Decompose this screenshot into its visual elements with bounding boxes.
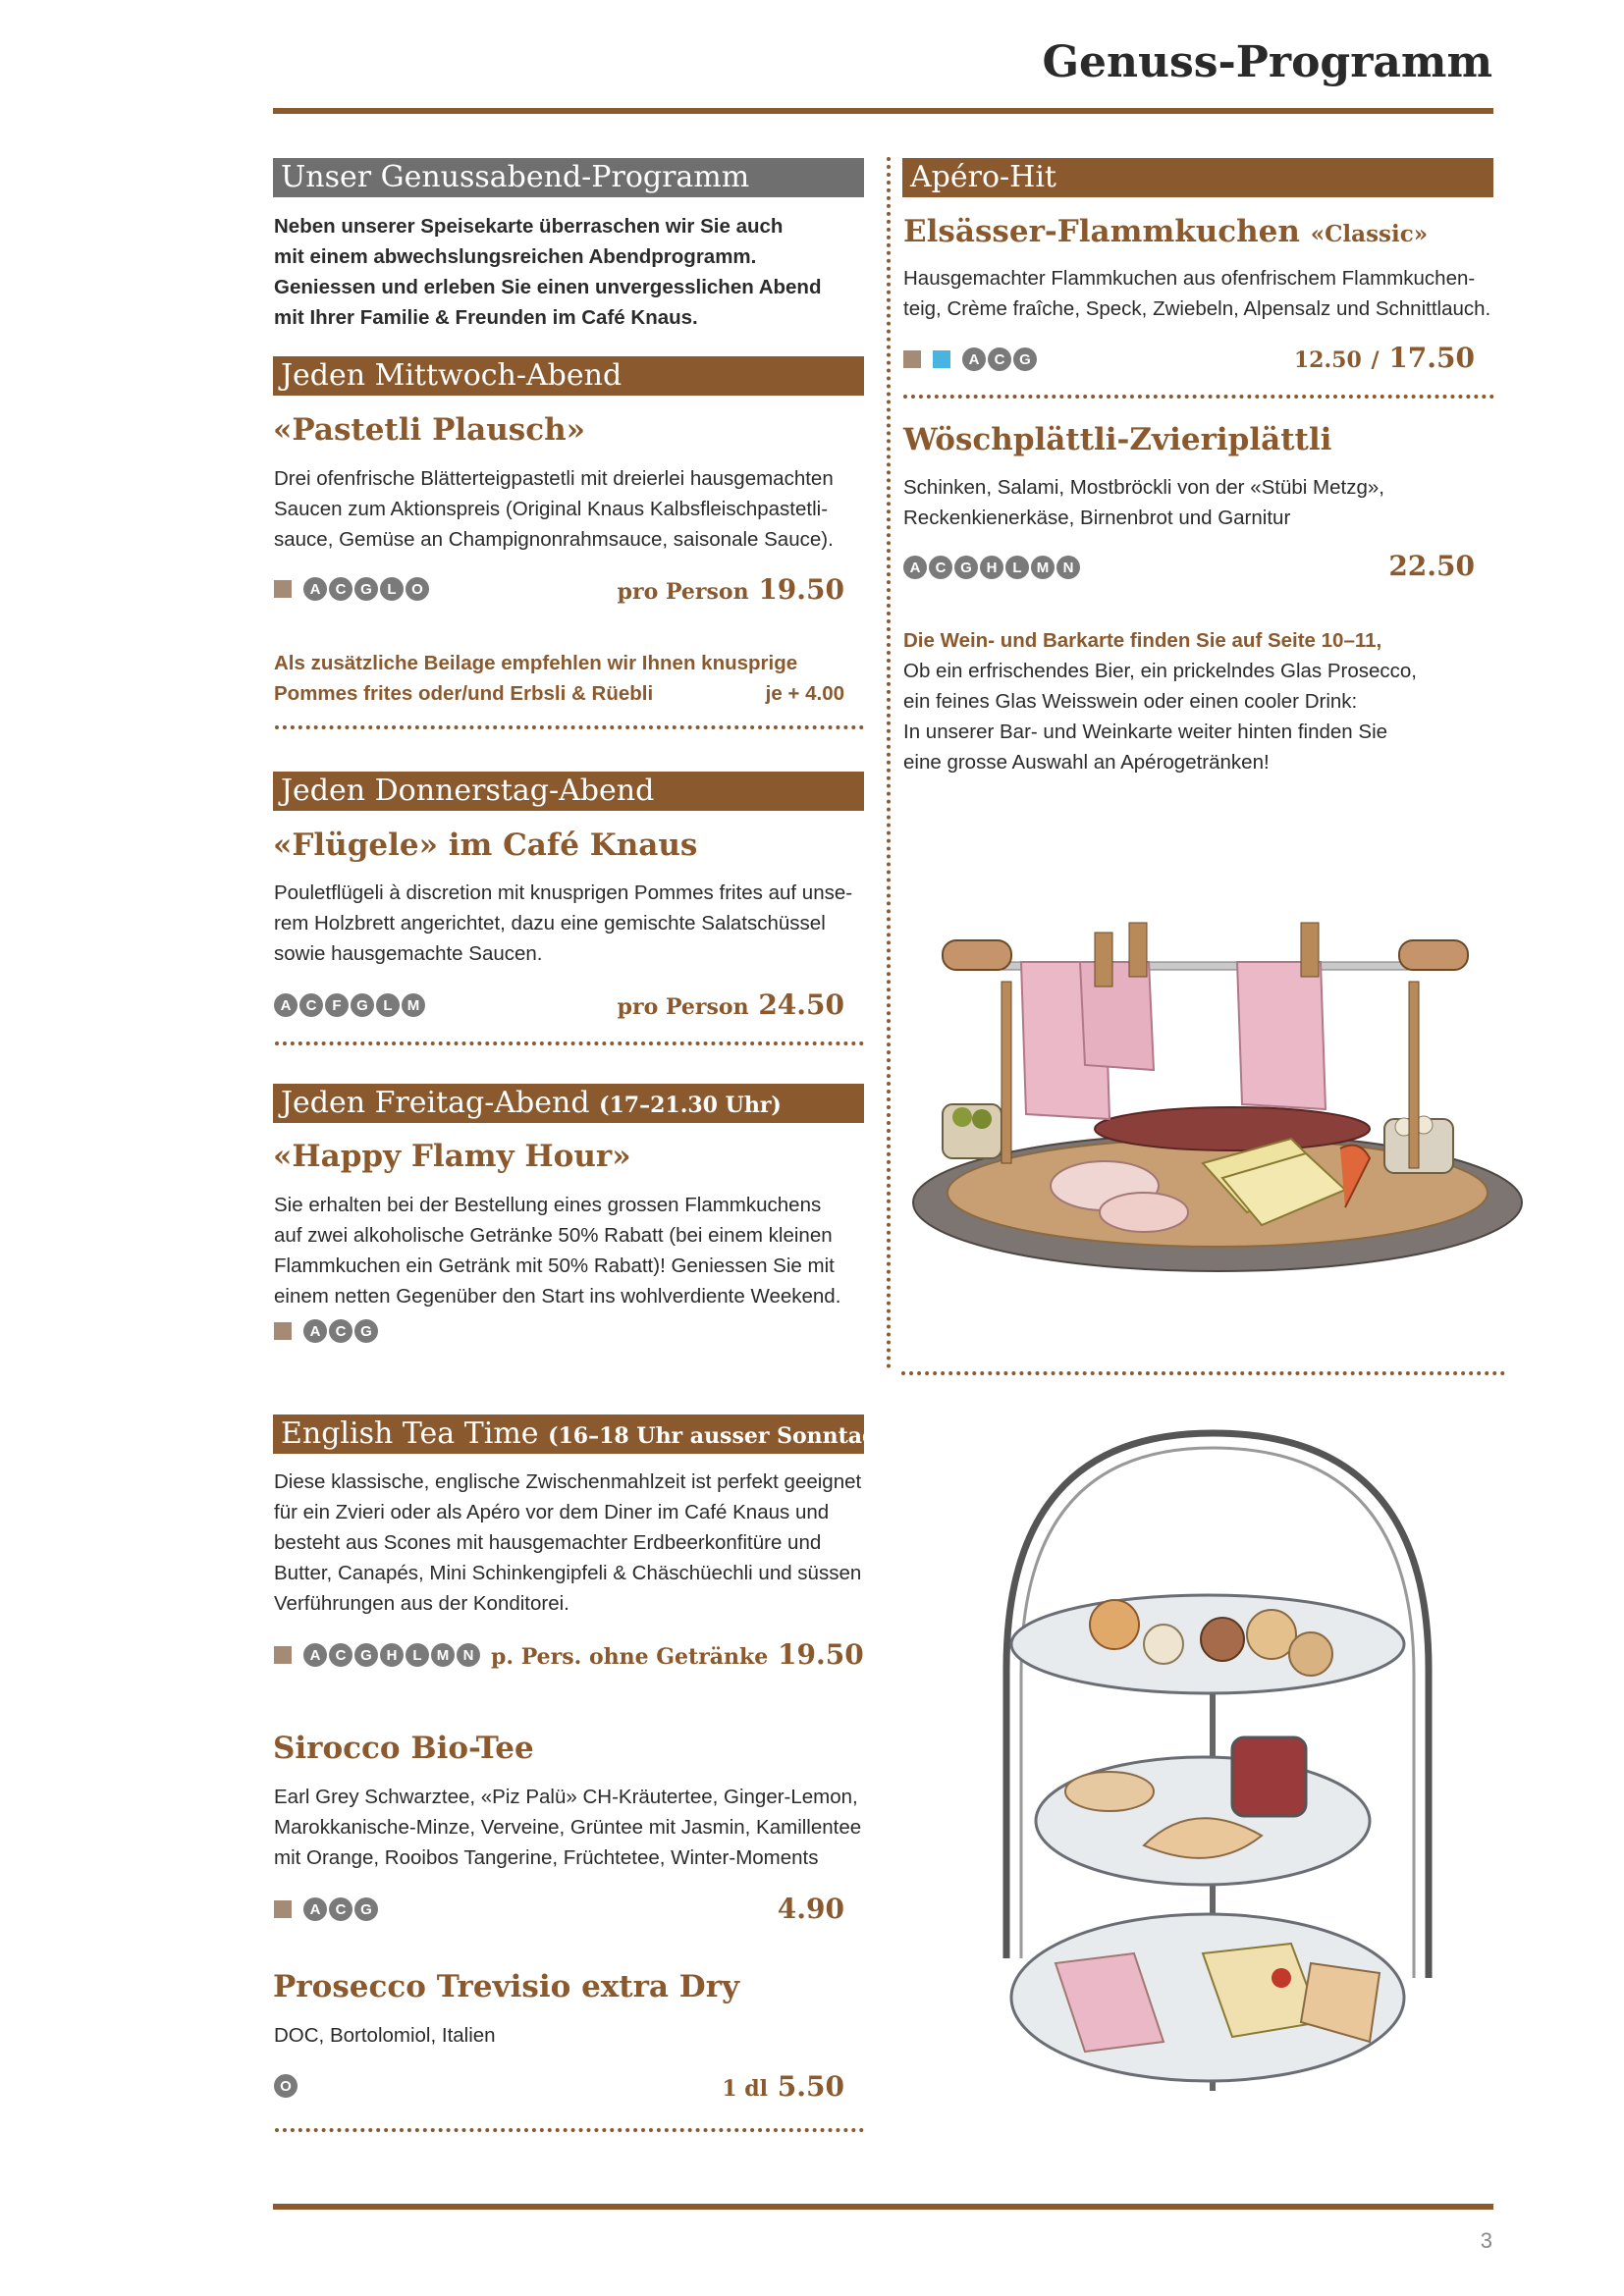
section-heading-wednesday: Jeden Mittwoch-Abend — [273, 356, 864, 396]
allergen-square-icon — [274, 580, 292, 598]
dish-title-pastetli: «Pastetli Plausch» — [273, 412, 586, 448]
section-heading-apero: Apéro-Hit — [902, 158, 1493, 197]
description-line: DOC, Bortolomiol, Italien — [274, 2024, 496, 2047]
dotted-divider — [275, 2128, 864, 2132]
allergen-badge: L — [376, 993, 400, 1017]
recommend-line: Als zusätzliche Beilage empfehlen wir Ihnen knusprige — [274, 652, 798, 674]
price-separator: / — [1371, 347, 1380, 373]
description-line: Earl Grey Schwarztee, «Piz Palü» CH-Kräutertee, Ginger-Lemon, — [274, 1786, 858, 1808]
allergen-badge: C — [329, 1643, 352, 1667]
allergen-badge: H — [980, 556, 1003, 579]
price-label: p. Pers. ohne Getränke — [491, 1644, 769, 1670]
header-rule — [273, 108, 1493, 114]
price-flammkuchen — [1178, 342, 1475, 374]
allergen-square-icon — [274, 1322, 292, 1340]
section-heading-tea-time — [273, 1415, 888, 1454]
allergen-badge: L — [1005, 556, 1029, 579]
allergen-badge: A — [303, 577, 327, 601]
dish-description-zvieriplaettli — [903, 472, 1502, 533]
side-dish-price: je + 4.00 — [765, 682, 844, 705]
dish-description-prosecco — [274, 2020, 883, 2051]
allergen-row-prosecco — [274, 2072, 298, 2100]
dish-title-sirocco: Sirocco Bio-Tee — [273, 1731, 534, 1766]
description-line: mit Orange, Rooibos Tangerine, Früchtetee, Winter-Moments — [274, 1846, 819, 1869]
intro-line: mit Ihrer Familie & Freunden im Café Knaus. — [274, 306, 698, 329]
dotted-divider — [275, 725, 864, 729]
allergen-badge: C — [329, 1319, 352, 1343]
wine-note-lead: Die Wein- und Barkarte finden Sie auf Seite 10–11, — [903, 629, 1382, 652]
allergen-badge: N — [457, 1643, 480, 1667]
section-heading-friday — [273, 1084, 864, 1123]
price-label: pro Person — [617, 579, 749, 605]
wine-note-line: ein feines Glas Weisswein oder einen cooler Drink: — [903, 690, 1358, 713]
allergen-badge: C — [329, 1897, 352, 1921]
intro-line: Geniessen und erleben Sie einen unvergesslichen Abend — [274, 276, 822, 298]
allergen-row-flammkuchen — [903, 346, 1037, 373]
description-line: Schinken, Salami, Mostbröckli von der «Stübi Metzg», — [903, 476, 1384, 499]
charcuterie-board-illustration — [908, 825, 1537, 1276]
allergen-badge: A — [962, 347, 986, 371]
description-line: Marokkanische-Minze, Verveine, Grüntee mit Jasmin, Kamillentee — [274, 1816, 862, 1839]
section-heading-time: (17–21.30 Uhr) — [599, 1093, 782, 1118]
description-line: rem Holzbrett angerichtet, dazu eine gemischte Salatschüssel — [274, 912, 826, 934]
allergen-row-flamy-hour — [274, 1317, 378, 1345]
description-line: besteht aus Scones mit hausgemachter Erdbeerkonfitüre und — [274, 1531, 822, 1554]
description-line: für ein Zvieri oder als Apéro vor dem Diner im Café Knaus und — [274, 1501, 830, 1523]
dish-description-flamy-hour — [274, 1190, 883, 1311]
price-fluegele — [550, 988, 844, 1021]
description-line: einem netten Gegenüber den Start ins wohlverdiente Weekend. — [274, 1285, 841, 1308]
allergen-row-tea-time — [274, 1641, 480, 1669]
allergen-badge: C — [929, 556, 952, 579]
dish-title-zvieriplaettli: Wöschplättli-Zvieriplättli — [903, 422, 1332, 457]
section-heading-time: (16–18 Uhr ausser Sonntag) — [548, 1423, 888, 1449]
price-value: 19.50 — [758, 573, 844, 606]
allergen-badge: M — [1031, 556, 1055, 579]
allergen-badge: G — [351, 993, 374, 1017]
description-line: Diese klassische, englische Zwischenmahlzeit ist perfekt geeignet — [274, 1470, 862, 1493]
dish-title-flamy-hour: «Happy Flamy Hour» — [273, 1139, 631, 1174]
description-line: sauce, Gemüse an Champignonrahmsauce, saisonale Sauce). — [274, 528, 834, 551]
allergen-square-blue-icon — [933, 350, 950, 368]
allergen-badge: A — [274, 993, 298, 1017]
dotted-divider — [275, 1041, 864, 1045]
section-heading-thursday: Jeden Donnerstag-Abend — [273, 772, 864, 811]
allergen-badge: G — [354, 1319, 378, 1343]
description-line: Reckenkienerkäse, Birnenbrot und Garnitur — [903, 507, 1291, 529]
tea-stand-illustration — [938, 1414, 1497, 2120]
intro-line: mit einem abwechslungsreichen Abendprogramm. — [274, 245, 757, 268]
dish-title-flammkuchen — [903, 214, 1428, 249]
allergen-badge: L — [406, 1643, 429, 1667]
allergen-square-icon — [274, 1900, 292, 1918]
footer-rule — [273, 2204, 1493, 2210]
dish-title-text: Elsässer-Flammkuchen — [903, 214, 1300, 249]
description-line: Drei ofenfrische Blätterteigpastetli mit dreierlei hausgemachten — [274, 467, 834, 490]
allergen-badge: A — [903, 556, 927, 579]
allergen-badge: N — [1056, 556, 1080, 579]
price-zvieriplaettli: 22.50 — [1388, 550, 1475, 582]
intro-text — [274, 211, 883, 333]
allergen-badge: G — [954, 556, 978, 579]
description-line: teig, Crème fraîche, Speck, Zwiebeln, Alpensalz und Schnittlauch. — [903, 297, 1491, 320]
intro-line: Neben unserer Speisekarte überraschen wir Sie auch — [274, 215, 784, 238]
price-label: pro Person — [617, 994, 749, 1020]
allergen-badge: C — [329, 577, 352, 601]
dish-title-fluegele: «Flügele» im Café Knaus — [273, 828, 698, 863]
allergen-row-pastetli — [274, 575, 429, 603]
price-sirocco: 4.90 — [777, 1893, 844, 1925]
section-heading-intro: Unser Genussabend-Programm — [273, 158, 864, 197]
dish-description-flammkuchen — [903, 263, 1502, 324]
dish-title-prosecco: Prosecco Trevisio extra Dry — [273, 1969, 740, 2004]
page-title: Genuss-Programm — [1042, 37, 1492, 87]
allergen-square-icon — [274, 1646, 292, 1664]
description-line: auf zwei alkoholische Getränke 50% Rabatt (bei einem kleinen — [274, 1224, 833, 1247]
description-line: Verführungen aus der Konditorei. — [274, 1592, 569, 1615]
allergen-badge: A — [303, 1319, 327, 1343]
allergen-badge: H — [380, 1643, 404, 1667]
description-line: Hausgemachter Flammkuchen aus ofenfrischem Flammkuchen- — [903, 267, 1476, 290]
allergen-badge: C — [299, 993, 323, 1017]
allergen-square-icon — [903, 350, 921, 368]
price-value: 5.50 — [777, 2070, 844, 2103]
wine-note-line: eine grosse Auswahl an Apérogetränken! — [903, 751, 1270, 774]
price-value: 24.50 — [758, 988, 844, 1021]
description-line: Sie erhalten bei der Bestellung eines grossen Flammkuchens — [274, 1194, 822, 1216]
description-line: Flammkuchen ein Getränk mit 50% Rabatt)! Geniessen Sie mit — [274, 1255, 835, 1277]
recommend-line: Pommes frites oder/und Erbsli & Rüebli — [274, 682, 654, 705]
allergen-badge: G — [354, 1643, 378, 1667]
allergen-row-fluegele — [274, 991, 425, 1019]
allergen-row-sirocco — [274, 1896, 378, 1923]
allergen-badge: L — [380, 577, 404, 601]
price-pastetli — [550, 573, 844, 606]
column-divider — [887, 157, 891, 1369]
description-line: Saucen zum Aktionspreis (Original Knaus Kalbsfleischpastetli- — [274, 498, 829, 520]
allergen-badge: G — [354, 1897, 378, 1921]
allergen-badge: A — [303, 1897, 327, 1921]
price-prosecco — [648, 2070, 844, 2103]
right-section-divider — [901, 1371, 1505, 1375]
description-line: Butter, Canapés, Mini Schinkengipfeli & Chäschüechli und süssen — [274, 1562, 862, 1584]
allergen-badge: A — [303, 1643, 327, 1667]
wine-card-note — [903, 625, 1502, 777]
allergen-badge: C — [988, 347, 1011, 371]
allergen-badge: O — [406, 577, 429, 601]
price-small: 12.50 — [1293, 347, 1362, 373]
page-number: 3 — [1480, 2228, 1492, 2253]
price-value: 19.50 — [778, 1638, 864, 1671]
wine-note-line: In unserer Bar- und Weinkarte weiter hinten finden Sie — [903, 721, 1388, 743]
dish-title-variant: «Classic» — [1310, 221, 1429, 247]
allergen-badge: G — [354, 577, 378, 601]
wine-note-line: Ob ein erfrischendes Bier, ein prickelndes Glas Prosecco, — [903, 660, 1418, 682]
price-label: 1 dl — [722, 2076, 769, 2102]
allergen-badge: M — [402, 993, 425, 1017]
dish-description-fluegele — [274, 878, 883, 969]
section-heading-text: Jeden Freitag-Abend — [281, 1086, 590, 1120]
price-large: 17.50 — [1388, 342, 1475, 374]
allergen-row-zvieriplaettli — [903, 554, 1080, 581]
dish-description-tea-time — [274, 1467, 902, 1619]
allergen-badge: O — [274, 2074, 298, 2098]
allergen-badge: F — [325, 993, 349, 1017]
dish-description-pastetli — [274, 463, 883, 555]
dotted-divider — [903, 395, 1494, 399]
description-line: Pouletflügeli à discretion mit knusprigen Pommes frites auf unse- — [274, 881, 853, 904]
allergen-badge: G — [1013, 347, 1037, 371]
price-tea-time — [491, 1638, 864, 1671]
description-line: sowie hausgemachte Saucen. — [274, 942, 543, 965]
dish-description-sirocco — [274, 1782, 902, 1873]
section-heading-text: English Tea Time — [281, 1416, 539, 1451]
allergen-badge: M — [431, 1643, 455, 1667]
